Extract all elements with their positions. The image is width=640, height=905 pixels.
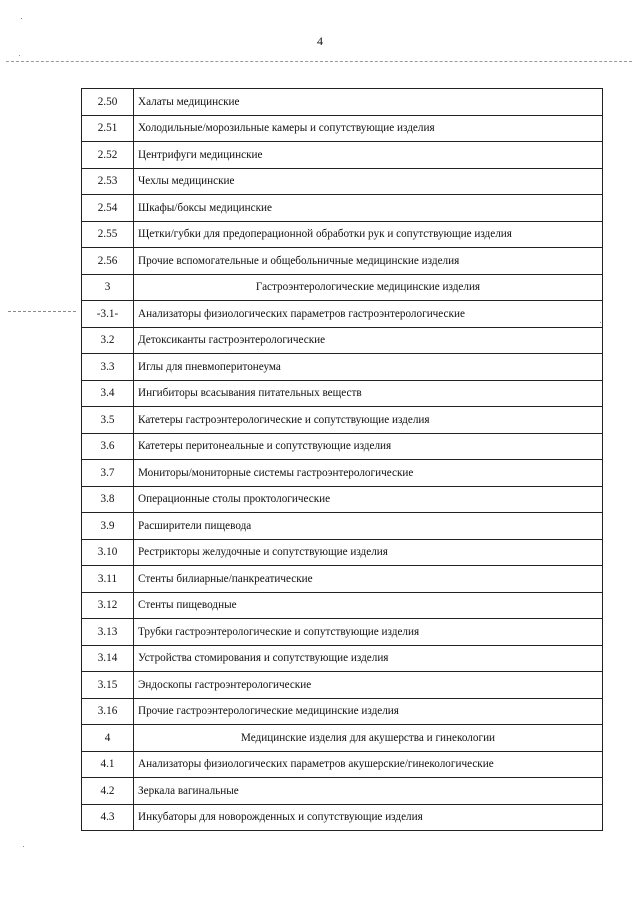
row-code: 4.2 <box>82 778 134 805</box>
table-row <box>82 619 603 646</box>
row-code: 3.15 <box>82 672 134 699</box>
row-name: Детоксиканты гастроэнтерологические <box>134 327 603 354</box>
table-row <box>82 804 603 831</box>
row-code: 3.3 <box>82 354 134 381</box>
table-row <box>82 539 603 566</box>
row-name: Рестрикторы желудочные и сопутствующие изделия <box>134 539 603 566</box>
table-row <box>82 354 603 381</box>
table-row <box>82 142 603 169</box>
row-name: Устройства стомирования и сопутствующие изделия <box>134 645 603 672</box>
table-row <box>82 89 603 116</box>
row-code: 3.4 <box>82 380 134 407</box>
row-code: 2.51 <box>82 115 134 142</box>
table-row <box>82 168 603 195</box>
table-row <box>82 221 603 248</box>
section-header-row <box>82 274 603 301</box>
row-code: 3.2 <box>82 327 134 354</box>
row-code: 3.6 <box>82 433 134 460</box>
row-code: 3.10 <box>82 539 134 566</box>
row-name: Операционные столы проктологические <box>134 486 603 513</box>
row-name: Щетки/губки для предоперационной обработки рук и сопутствующие изделия <box>134 221 603 248</box>
table-row <box>82 115 603 142</box>
row-name: Расширители пищевода <box>134 513 603 540</box>
section-title: Медицинские изделия для акушерства и гинекологии <box>134 725 603 752</box>
table-row <box>82 592 603 619</box>
row-code: 3.7 <box>82 460 134 487</box>
row-name: Анализаторы физиологических параметров акушерские/гинекологические <box>134 751 603 778</box>
margin-dash-mark <box>8 311 76 312</box>
row-code: -3.1- <box>82 301 134 328</box>
row-name: Мониторы/мониторные системы гастроэнтерологические <box>134 460 603 487</box>
row-name: Шкафы/боксы медицинские <box>134 195 603 222</box>
row-name: Эндоскопы гастроэнтерологические <box>134 672 603 699</box>
table-row <box>82 698 603 725</box>
row-name: Стенты билиарные/панкреатические <box>134 566 603 593</box>
table-row <box>82 778 603 805</box>
row-code: 2.50 <box>82 89 134 116</box>
row-code: 2.54 <box>82 195 134 222</box>
device-category-table <box>81 88 603 831</box>
row-code: 2.52 <box>82 142 134 169</box>
row-name: Анализаторы физиологических параметров гастроэнтерологические <box>134 301 603 328</box>
row-code: 2.55 <box>82 221 134 248</box>
row-code: 3.14 <box>82 645 134 672</box>
row-name: Халаты медицинские <box>134 89 603 116</box>
row-name: Прочие вспомогательные и общебольничные медицинские изделия <box>134 248 603 275</box>
table-row <box>82 433 603 460</box>
scan-speck <box>21 18 22 19</box>
row-code: 3.11 <box>82 566 134 593</box>
row-name: Инкубаторы для новорожденных и сопутствующие изделия <box>134 804 603 831</box>
table-row <box>82 672 603 699</box>
row-code: 3.13 <box>82 619 134 646</box>
row-name: Зеркала вагинальные <box>134 778 603 805</box>
scan-speck <box>23 846 24 847</box>
table-row <box>82 486 603 513</box>
row-code: 3.9 <box>82 513 134 540</box>
table-row <box>82 301 603 328</box>
row-code: 2.53 <box>82 168 134 195</box>
row-code: 4 <box>82 725 134 752</box>
table-row <box>82 566 603 593</box>
page-number: 4 <box>317 34 323 48</box>
row-name: Катетеры перитонеальные и сопутствующие изделия <box>134 433 603 460</box>
table-row <box>82 380 603 407</box>
row-code: 3.8 <box>82 486 134 513</box>
row-name: Чехлы медицинские <box>134 168 603 195</box>
row-name: Холодильные/морозильные камеры и сопутствующие изделия <box>134 115 603 142</box>
row-code: 4.3 <box>82 804 134 831</box>
section-header-row <box>82 725 603 752</box>
table-row <box>82 645 603 672</box>
row-name: Катетеры гастроэнтерологические и сопутствующие изделия <box>134 407 603 434</box>
table-row <box>82 460 603 487</box>
row-code: 3 <box>82 274 134 301</box>
row-name: Прочие гастроэнтерологические медицинские изделия <box>134 698 603 725</box>
row-code: 3.5 <box>82 407 134 434</box>
table-row <box>82 248 603 275</box>
table-row <box>82 327 603 354</box>
row-code: 3.16 <box>82 698 134 725</box>
table-row <box>82 195 603 222</box>
row-code: 3.12 <box>82 592 134 619</box>
table-body <box>82 89 603 831</box>
row-code: 4.1 <box>82 751 134 778</box>
row-name: Стенты пищеводные <box>134 592 603 619</box>
section-title: Гастроэнтерологические медицинские изделия <box>134 274 603 301</box>
top-rule <box>6 61 632 62</box>
table-row <box>82 407 603 434</box>
row-name: Центрифуги медицинские <box>134 142 603 169</box>
table-row <box>82 513 603 540</box>
scan-speck <box>19 55 20 56</box>
row-name: Трубки гастроэнтерологические и сопутствующие изделия <box>134 619 603 646</box>
row-code: 2.56 <box>82 248 134 275</box>
table-row <box>82 751 603 778</box>
row-name: Иглы для пневмоперитонеума <box>134 354 603 381</box>
row-name: Ингибиторы всасывания питательных веществ <box>134 380 603 407</box>
